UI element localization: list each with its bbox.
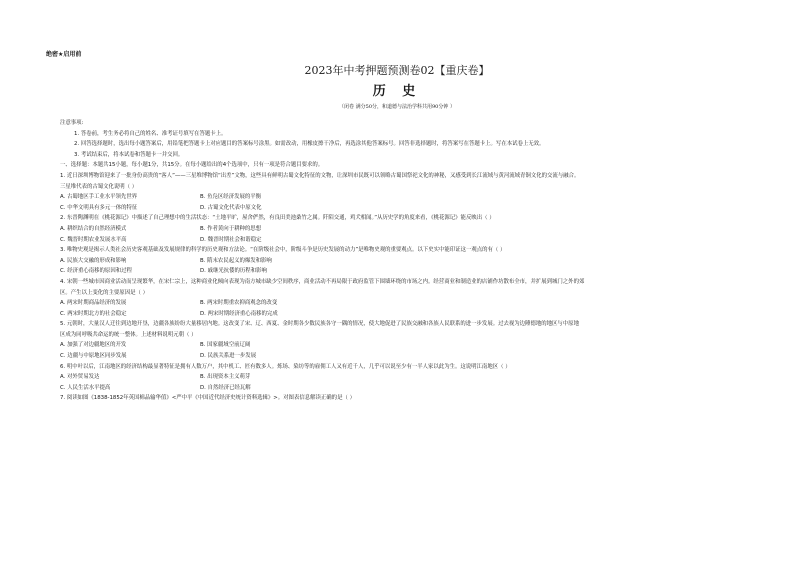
- notice-heading: 注意事项:: [60, 120, 84, 126]
- question-stem: 4. 宋朝一些城市因商业活动而呈现繁华，在宋仁宗上，这种商业化倾向表现为南方城市缺少空间秩序，商业活动不再局限于政府监管下围墙环绕的市场之内。经营商业和制造业的店铺作坊散布全市，并扩展到城门之外的郊: [60, 278, 585, 285]
- option-row: [60, 298, 740, 309]
- notice-item: 2. 回答选择题时，选出每小题答案后，用铅笔把答题卡上对应题目的答案标号涂黑。如需改动，用橡皮擦干净后，再选涂其他答案标号。回答非选择题时，将答案写在答题卡上。写在本试卷上无效。: [74, 141, 545, 148]
- option-row: [60, 256, 740, 267]
- option-d: D. 自然经济已经瓦解: [200, 384, 251, 391]
- option-c: C. 边疆与中原地区同步发展: [60, 353, 127, 360]
- option-a: A. 古蜀地区手工业水平领先世界: [60, 194, 138, 201]
- option-b: B. 两宋时期重农抑商观念的改变: [200, 300, 278, 307]
- option-c: C. 人民生活水平提高: [60, 384, 111, 391]
- notice-item: 3. 考试结束后，将本试卷和答题卡一并交回。: [74, 151, 184, 158]
- option-b: B. 出现资本主义萌芽: [200, 374, 251, 381]
- question-stem: 5. 元朝时，大量汉人迁往到边地开垦，边疆各族纷纷大量移居内地。这改变了宋、辽、西夏、金时期各少数民族各守一隅的情况，使大地促进了民族交融和各族人民联系的进一步发展。过去视为边陲德地的地区与中原地: [60, 321, 579, 328]
- option-b: B. 隋末农民起义的爆发和影响: [200, 257, 272, 264]
- option-row: [60, 192, 740, 203]
- subject-title: 历 史: [372, 84, 422, 99]
- question-stem: 7. 阅读如图《1838-1852年英国棉品输华值》<严中平《中国近代经济史统计资料选辑》>。对图表信息解读正确的是（ ）: [60, 395, 355, 402]
- option-row: [60, 309, 740, 320]
- exam-info: （闭卷 满分50分，和道德与法治学科共用90分钟 ）: [339, 104, 455, 110]
- option-row: [60, 383, 740, 394]
- exam-body: [60, 118, 740, 404]
- question-stem: 区成为同呼吸共命运的统一整体。上述材料说明元朝（ ）: [60, 331, 197, 338]
- option-d: D. 古蜀文化代表中原文化: [200, 204, 262, 211]
- option-c: C. 魏晋时期农业发展水平高: [60, 236, 127, 243]
- question-stem: 区。产生以上变化的主要原因是（ ）: [60, 289, 148, 296]
- option-a: A. 耕织结合的自然经济模式: [60, 225, 127, 232]
- option-row: [60, 340, 740, 351]
- notice-item: 1. 答卷前，考生务必将自己的姓名、准考证号填写在答题卡上。: [74, 130, 227, 137]
- option-d: D. 民族关系进一步发展: [200, 353, 257, 360]
- option-row: [60, 351, 740, 362]
- option-a: A. 加强了对边疆地区的开发: [60, 342, 127, 349]
- option-row: [60, 372, 740, 383]
- option-a: A. 对外贸易发达: [60, 374, 100, 381]
- question-stem: 6. 明中叶以后，江南地区的经济结构最显著特征是拥有人数万户，其中机工、匠有数多人。炼场、染坊等的雇佣工人又有近千人，几乎可以说至少有一半人家以此为生。这说明江南地区（ ）: [60, 363, 511, 370]
- option-b: B. 作者黄向于耕种的思想: [200, 225, 262, 232]
- question-stem: 2. 东晋陶渊明在《桃花源记》中描述了自己理想中的生活状态：“土地平旷，屋舍俨然，有良田美池桑竹之属。阡陌交通，鸡犬相闻。”从历史学的角度来看，《桃花源记》能反映出（ ）: [60, 215, 495, 222]
- question-stem: 1. 近日深圳博物馆迎来了一批身份高贵的“客人”——三星堆博物馆“出差”文物，这些具有鲜明古蜀文化特征的文物，让深圳市民既可以领略古蜀国祭祀文化的神秘，又感受到长江流域与黄河流域青铜文化的交流与融合。: [60, 172, 580, 179]
- option-c: C. 经济重心南移的原因和过程: [60, 268, 132, 275]
- option-d: D. 魏晋时期社会和谐稳定: [200, 236, 262, 243]
- option-row: [60, 235, 740, 246]
- secret-mark: 绝密★启用前: [46, 51, 82, 58]
- exam-title: 2023年中考押题预测卷02【重庆卷】: [304, 64, 490, 77]
- option-a: A. 民族大交融的形成和影响: [60, 257, 127, 264]
- option-d: D. 戚继光抗倭的历程和影响: [200, 268, 267, 275]
- option-b: B. 鱼凫区经济发展的平衡: [200, 194, 262, 201]
- option-row: [60, 266, 740, 277]
- option-row: [60, 203, 740, 214]
- question-stem: 三星堆代表的古蜀文化说明（ ）: [60, 183, 138, 190]
- option-d: D. 两宋时期经济重心南移的完成: [200, 310, 278, 317]
- option-row: [60, 224, 740, 235]
- option-c: C. 两宋时期北方的社会稳定: [60, 310, 127, 317]
- option-a: A. 两宋时期商品经济的发展: [60, 300, 127, 307]
- question-stem: 3. 唯物史观是揭示人类社会历史客观基础及发展规律的科学的历史观和方法论。“在阶级社会中，阶级斗争是历史发展的动力”是唯物史观的重要观点。以下史实中能印证这一观点的有（ ）: [60, 247, 506, 254]
- option-b: B. 国家疆域空前辽阔: [200, 342, 251, 349]
- section-heading: 一、选择题：本题共15小题，每小题1分，共15分。在每小题给出的4个选项中，只有一项是符合题目要求的。: [60, 162, 324, 169]
- option-c: C. 中华文明具有多元一体的特征: [60, 204, 138, 211]
